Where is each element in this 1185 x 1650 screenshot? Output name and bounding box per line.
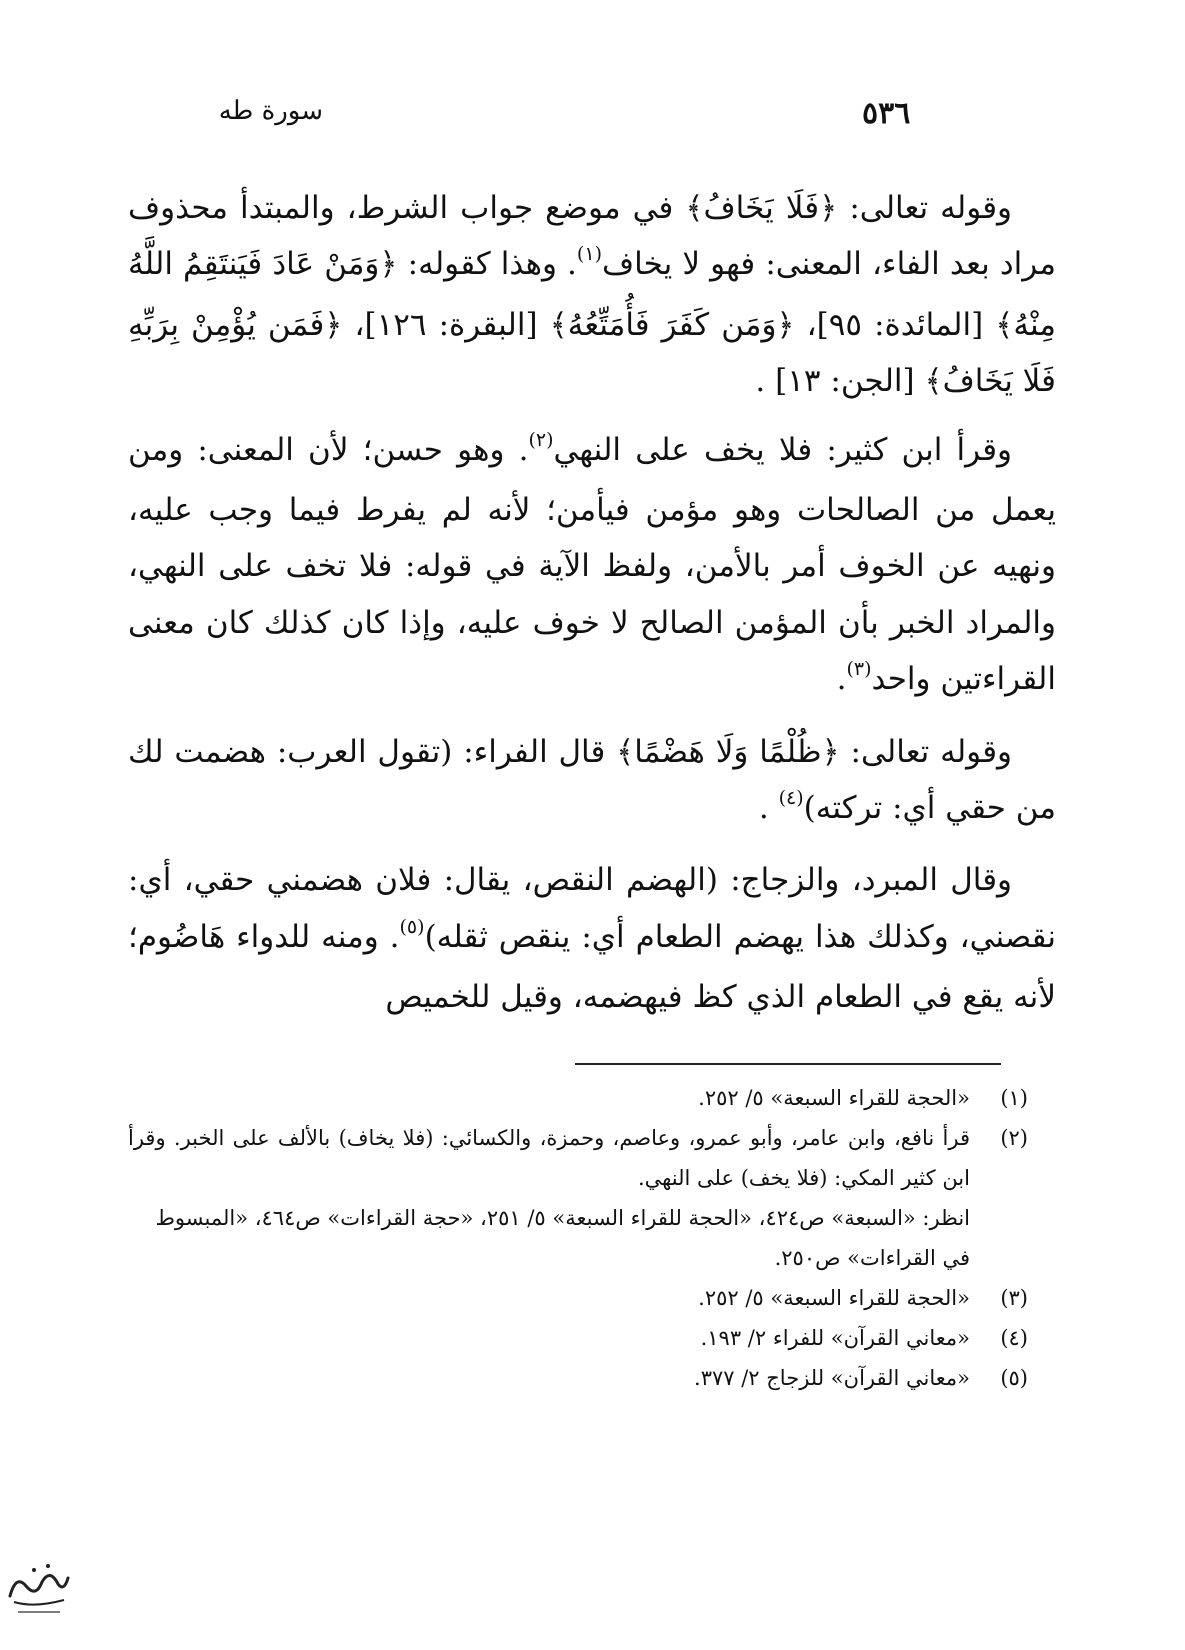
watermark-logo-icon bbox=[4, 1556, 72, 1618]
paragraph-1: وقوله تعالى: ﴿فَلَا يَخَافُ﴾ في موضع جواب الشرط، والمبتدأ محذوف مراد بعد الفاء، المعنى: فهو لا يخاف$^{(١)}$. وهذا كقوله: ﴿وَمَنْ عَادَ فَيَنتَقِمُ اللَّهُ مِنْهُ﴾ [المائدة: ٩٥]، ﴿وَمَن كَفَرَ فَأُمَتِّعُهُ﴾ [البقرة: ١٢٦]، ﴿فَمَن يُؤْمِنْ بِرَبِّهِ فَلَا يَخَافُ﴾ [الجن: ١٣] . bbox=[128, 190, 1056, 400]
footnote-2: (٢) قرأ نافع، وابن عامر، وأبو عمرو، وعاصم، وحمزة، والكسائي: (فلا يخاف) بالألف على الخبر. وقرأ ابن كثير المكي: (فلا يخف) على النهي. bbox=[128, 1126, 1028, 1190]
paragraph-4: وقال المبرد، والزجاج: (الهضم النقص، يقال: فلان هضمني حقي، أي: نقصني، وكذلك هذا يهضم الطعام أي: ينقص ثقله)$^{(٥)}$. ومنه للدواء هَاضُوم؛ لأنه يقع في الطعام الذي كظ فيهضمه، وقيل للخميص bbox=[128, 862, 1056, 1016]
footnote-1: (١) «الحجة للقراء السبعة» ٥/ ٢٥٢. bbox=[698, 1086, 1028, 1110]
footnote-3: (٣) «الحجة للقراء السبعة» ٥/ ٢٥٢. bbox=[698, 1286, 1028, 1310]
footnote-ref-5[interactable]: (٥) bbox=[399, 915, 425, 938]
page-number: ٥٣٦ bbox=[862, 96, 911, 131]
paragraph-2: وقرأ ابن كثير: فلا يخف على النهي$^{(٢)}$. وهو حسن؛ لأن المعنى: ومن يعمل من الصالحات وهو مؤمن فيأمن؛ لأنه لم يفرط فيما وجب عليه، ونهيه عن الخوف أمر بالأمن، ولفظ الآية في قوله: فلا تخف على النهي، والمراد الخبر بأن المؤمن الصالح لا خوف عليه، وإذا كان كذلك كان معنى القراءتين واحد$^{(٣)}$. bbox=[128, 428, 1056, 698]
footnote-5: (٥) «معاني القرآن» للزجاج ٢/ ٣٧٧. bbox=[694, 1366, 1028, 1390]
surah-title: سورة طه bbox=[218, 96, 323, 126]
footnote-ref-2[interactable]: (٢) bbox=[528, 428, 554, 451]
footnote-2-continuation: انظر: «السبعة» ص٤٢٤، «الحجة للقراء السبعة» ٥/ ٢٥١، «حجة القراءات» ص٤٦٤، «المبسوط في القراءات» ص٢٥٠. bbox=[155, 1206, 970, 1270]
footnotes bbox=[128, 1078, 1028, 1398]
footnote-divider bbox=[575, 1063, 1001, 1065]
footnote-ref-1[interactable]: (١) bbox=[576, 243, 602, 266]
footnote-4: (٤) «معاني القرآن» للفراء ٢/ ١٩٣. bbox=[700, 1326, 1028, 1350]
footnote-ref-4[interactable]: (٤) bbox=[778, 787, 804, 810]
main-text bbox=[128, 180, 1056, 1026]
paragraph-3: وقوله تعالى: ﴿ظُلْمًا وَلَا هَضْمًا﴾ قال الفراء: (تقول العرب: هضمت لك من حقي أي: تركته)$^{(٤)}$ . bbox=[128, 733, 1056, 827]
footnote-ref-3[interactable]: (٣) bbox=[846, 658, 872, 681]
